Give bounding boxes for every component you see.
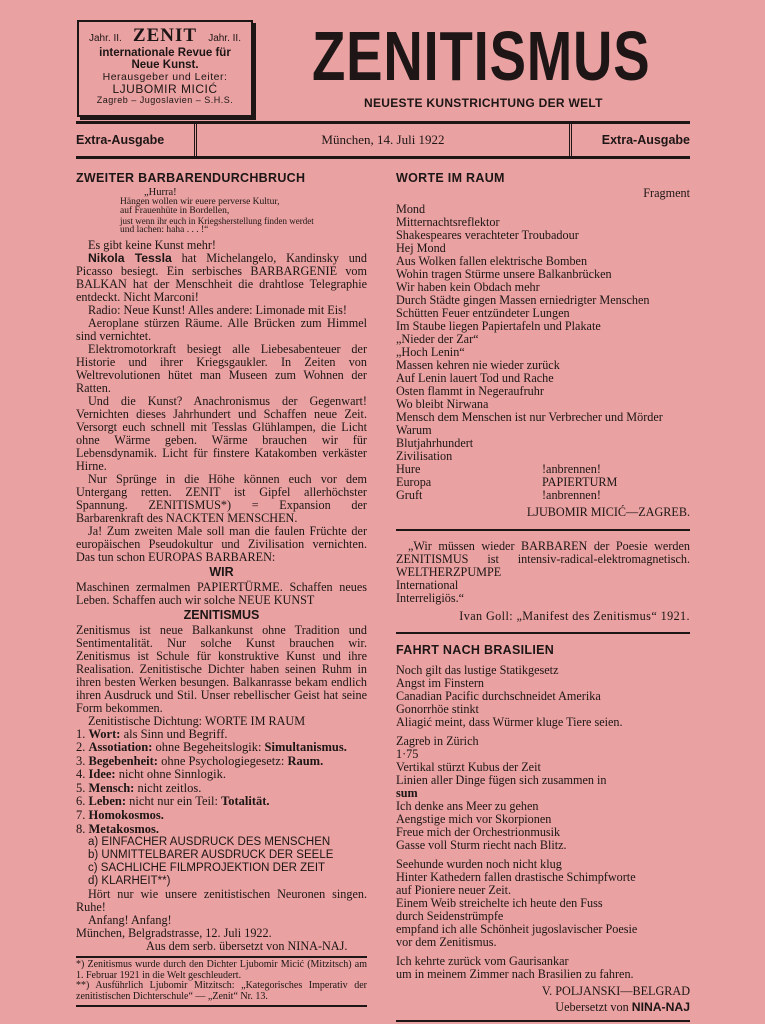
poem-line: durch Seidenstrümpfe	[396, 909, 504, 923]
place-date: München, Belgradstrasse, 12. Juli 1922.	[76, 926, 272, 941]
pair-b: !anbrennen!	[542, 488, 601, 502]
date: München, 14. Juli 1922	[197, 124, 572, 156]
footnote-rule	[76, 956, 367, 958]
pair-a: Europa	[396, 475, 432, 489]
poem-line: Osten flammt in Negeraufruhr	[396, 384, 544, 398]
list-num: 2.	[76, 740, 86, 755]
list-num: 1.	[76, 726, 86, 741]
fragment-label: Fragment	[643, 186, 690, 200]
list-num: 3.	[76, 753, 86, 768]
signature-2: V. POLJANSKI—BELGRAD	[541, 984, 690, 998]
list-value: ohne Begeheitslogik:	[152, 740, 265, 755]
right-column	[396, 172, 690, 1022]
wir-heading: WIR	[209, 564, 234, 579]
sub-item: c) SACHLICHE FILMPROJEKTION DER ZEIT	[88, 862, 326, 875]
poem-line: Hej Mond	[396, 241, 446, 255]
quote-line: International	[396, 578, 459, 592]
poem-line: Noch gilt das lustige Statikgesetz	[396, 663, 559, 677]
poem-line: Hinter Kathedern fallen drastische Schimpfworte	[396, 870, 636, 884]
poem-line: Wir haben kein Obdach mehr	[396, 280, 540, 294]
extra-left: Extra-Ausgabe	[76, 124, 197, 156]
poem-line: „Hoch Lenin“	[396, 345, 465, 359]
translator-prefix: Uebersetzt von	[555, 1000, 632, 1014]
section-rule	[396, 529, 690, 531]
poem-line: Im Staube liegen Papiertafeln und Plakate	[396, 319, 601, 333]
revue-line-2: Neue Kunst.	[131, 59, 199, 71]
list-value: ohne Psychologiegesetz:	[157, 753, 288, 768]
poem-1	[396, 203, 690, 519]
poem-line: Mond	[396, 202, 426, 216]
poem-line: Schütten Feuer entzündeter Lungen	[396, 306, 570, 320]
list-key: Homokosmos.	[88, 808, 164, 823]
signature-1: LJUBOMIR MICIĆ—ZAGREB.	[526, 505, 690, 519]
poem-line: Mitternachtsreflektor	[396, 215, 500, 229]
paragraph: Zenitistische Dichtung: WORTE IM RAUM	[88, 713, 306, 728]
poem-line: Warum	[396, 423, 432, 437]
list-item	[76, 795, 367, 809]
translator-note: Aus dem serb. übersetzt von NINA-NAJ.	[146, 939, 348, 954]
poem-line: Ich denke ans Meer zu gehen	[396, 799, 539, 813]
sub-item: b) UNMITTELBARER AUSDRUCK DER SEELE	[88, 849, 334, 862]
list-item	[76, 741, 367, 755]
list-key: Idee:	[88, 767, 116, 782]
list-num: 4.	[76, 767, 86, 782]
poem-line: Seehunde wurden noch nicht klug	[396, 857, 562, 871]
left-heading: ZWEITER BARBARENDURCHBRUCH	[76, 171, 306, 185]
poem-line: Mensch dem Menschen ist nur Verbrecher und Mörder	[396, 410, 663, 424]
column-end-rule	[396, 1020, 690, 1022]
paragraph: Hört nur wie unsere zenitistischen Neuronen singen. Ruhe!	[76, 887, 367, 915]
list-key: Assotiation:	[88, 740, 153, 755]
masthead-info-box	[77, 20, 253, 117]
motto-line: und lachen: haha . . . !“	[120, 225, 209, 235]
pair-b: !anbrennen!	[542, 462, 601, 476]
poem-line: Freue mich der Orchestrionmusik	[396, 825, 561, 839]
worte-heading: WORTE IM RAUM	[396, 171, 505, 185]
list-item	[76, 728, 367, 742]
list-num: 7.	[76, 808, 86, 823]
list-item	[76, 755, 367, 769]
paragraph: Elektromotorkraft besiegt alle Liebesabenteuer der Historie und ihrer Kriegsgaukler. In Zeiten von Weltrevolutionen hütet man Museen zum Wohnen der Ratten.	[76, 341, 367, 395]
motto-line: auf Frauenhüte in Bordellen,	[120, 206, 230, 216]
poem-line: „Nieder der Zar“	[396, 332, 479, 346]
list-num: 5.	[76, 780, 86, 795]
section-rule	[396, 632, 690, 634]
brasilien-heading: FAHRT NACH BRASILIEN	[396, 643, 555, 657]
footnote-1: *) Zenitismus wurde durch den Dichter Ljubomir Micić (Mitzitsch) am 1. Februar 1921 in die Welt geschleudert.	[76, 959, 367, 981]
poem-line: Auf Lenin lauert Tod und Rache	[396, 371, 554, 385]
list-value: nicht nur ein Teil:	[126, 794, 222, 809]
poem-line: vor dem Zenitismus.	[396, 935, 497, 949]
list-value: nicht zeitlos.	[134, 780, 202, 795]
paragraph: Radio: Neue Kunst! Alles andere: Limonade mit Eis!	[88, 302, 347, 317]
list-key: Mensch:	[88, 780, 135, 795]
motto-line: just wenn ihr euch in Kriegsherstellung finden werdet	[120, 215, 314, 226]
list-key: Leben:	[88, 794, 126, 809]
poem-line: Aus Wolken fallen elektrische Bomben	[396, 254, 588, 268]
tessla-name: Nikola Tessla	[88, 250, 172, 265]
poem-2	[396, 664, 690, 1014]
list-key-2: Simultanismus.	[264, 740, 347, 755]
masthead-title: ZENITISMUS	[312, 17, 651, 95]
translator-name: NINA-NAJ	[631, 1000, 690, 1014]
revue-line-1: internationale Revue für	[99, 47, 231, 59]
ort-line: Zagreb – Jugoslavien – S.H.S.	[96, 95, 234, 105]
column-end-rule	[76, 1005, 367, 1007]
paragraph: Maschinen zermalmen PAPIERTÜRME. Schaffen neues Leben. Schaffen auch wir solche NEUE KUNST	[76, 579, 367, 607]
poem-line: Aliagić meint, dass Würmer kluge Tiere seien.	[396, 715, 623, 729]
poem-line: Vertikal stürzt Kubus der Zeit	[396, 760, 541, 774]
list-value: als Sinn und Begriff.	[120, 726, 228, 741]
motto	[120, 188, 350, 236]
quote-source: Ivan Goll: „Manifest des Zenitismus“ 1921.	[459, 609, 690, 623]
list-key: Begebenheit:	[88, 753, 158, 768]
sub-list	[88, 836, 367, 888]
poem-line: Zagreb in Zürich	[396, 734, 479, 748]
poem-line: Zivilisation	[396, 449, 453, 463]
masthead-subtitle: NEUESTE KUNSTRICHTUNG DER WELT	[364, 96, 603, 110]
list-item	[76, 823, 367, 837]
paragraph: Es gibt keine Kunst mehr!	[88, 237, 216, 252]
poem-line: Durch Städte gingen Massen erniedrigter Menschen	[396, 293, 650, 307]
poem-line: Massen kehren nie wieder zurück	[396, 358, 560, 372]
sub-item: d) KLARHEIT**)	[88, 875, 171, 888]
quote-line: Interreligiös.“	[396, 591, 465, 605]
list-key: Metakosmos.	[88, 821, 159, 836]
poem-line: um in meinem Zimmer nach Brasilien zu fahren.	[396, 967, 634, 981]
poem-line: empfand ich alle Schönheit jugoslavischer Poesie	[396, 922, 638, 936]
footnote-2: **) Ausführlich Ljubomir Mitzitsch: „Kategorisches Imperativ der zenitistischen Dichterschule“ — „Zenit“ Nr. 13.	[76, 980, 367, 1002]
paragraph: Zenitismus ist neue Balkankunst ohne Tradition und Sentimentalität. Nur solche Kunst brauchen wir. Zenitismus ist Schule für konstruktive Kunst und ihre Realisation. Zenitistische Dichter haben seinen Ruhm in ihren besten Werken besungen. Balkanrasse bekam endlich ihren Ausdruck und Stil. Unser rebellischer Geist hat seine Form bekommen.	[76, 622, 367, 715]
paragraph: Aeroplane stürzen Räume. Alle Brücken zum Himmel sind vernichtet.	[76, 315, 367, 343]
goll-quote	[396, 540, 690, 623]
translator-line	[396, 1001, 690, 1014]
poem-line: Einem Weib streichelte ich heute den Fuss	[396, 896, 603, 910]
masthead-jahr-line	[79, 25, 251, 47]
list-value: nicht ohne Sinnlogik.	[115, 767, 226, 782]
poem-pair	[396, 489, 690, 502]
poem-line: Wohin tragen Stürme unsere Balkanbrücken	[396, 267, 612, 281]
motto-line: „Hurra!	[144, 187, 177, 198]
poem-line: Wo bleibt Nirwana	[396, 397, 489, 411]
list-num: 6.	[76, 794, 86, 809]
poem-line: Angst im Finstern	[396, 676, 485, 690]
pair-b: PAPIERTURM	[542, 475, 618, 489]
poem-line: Canadian Pacific durchschneidet Amerika	[396, 689, 601, 703]
poem-line: Shakespeares verachteter Troubadour	[396, 228, 579, 242]
zenitismus-heading: ZENITISMUS	[183, 607, 260, 622]
principles-list	[76, 728, 367, 837]
poem-line: Aengstige mich vor Skorpionen	[396, 812, 552, 826]
paragraph-text: hat Michelangelo, Kandinsky und Picasso besiegt. Ein serbisches BARBARGENIE vom BALKAN hat der Menschheit die drahtlose Telegraphie entdeckt. Nicht Marconi!	[76, 250, 367, 304]
poem-line: Ich kehrte zurück vom Gaurisankar	[396, 954, 569, 968]
list-key-2: Totalität.	[221, 794, 270, 809]
paragraph: Anfang! Anfang!	[88, 913, 172, 928]
list-item	[76, 768, 367, 782]
herausgeber-label: Herausgeber und Leiter:	[102, 71, 228, 83]
paragraph: Und die Kunst? Anachronismus der Gegenwart! Vernichten dieses Jahrhundert und Schaffen neue Zeit. Versorgt euch schnell mit Tesslas Glühlampen, die Licht ohne Wärme geben. Wärme brauchen wir für Lebensdynamik. Licht für finstere Katakomben verkäster Hirne.	[76, 393, 367, 473]
zenit-label: ZENIT	[132, 25, 198, 46]
quote-text: „Wir müssen wieder BARBAREN der Poesie werden ZENITISMUS ist intensiv-radical-elektromagnetisch. WELTHERZPUMPE	[396, 539, 690, 579]
leiter-name: LJUBOMIR MICIĆ	[112, 82, 218, 96]
sub-item: a) EINFACHER AUSDRUCK DES MENSCHEN	[88, 836, 331, 849]
poem-line: Gasse voll Sturm riecht nach Blitz.	[396, 838, 567, 852]
pair-a: Gruft	[396, 488, 423, 502]
poem-line: 1·75	[396, 747, 419, 761]
poem-line: Blutjahrhundert	[396, 436, 474, 450]
poem-line: Gonorrhöe stinkt	[396, 702, 479, 716]
paragraph: Nur Sprünge in die Höhe können euch vor dem Untergang retten. ZENIT ist Gipfel allerhöchster Spannung. ZENITISMUS*) = Expansion der Barbarenkraft des NACKTEN MENSCHEN.	[76, 471, 367, 525]
poem-line: Linien aller Dinge fügen sich zusammen in	[396, 773, 607, 787]
poem-line: auf Pioniere neuer Zeit.	[396, 883, 512, 897]
motto-line: Hängen wollen wir euere perverse Kultur,	[120, 196, 280, 207]
paragraph: Ja! Zum zweiten Male soll man die faulen Früchte der europäischen Pseudokultur und Zivilisation vernichten. Das tun schon EUROPAS BARBAREN:	[76, 523, 367, 564]
list-key-2: Raum.	[287, 753, 324, 768]
extra-right: Extra-Ausgabe	[601, 133, 690, 147]
jahr-left: Jahr. II.	[89, 33, 122, 44]
list-item	[76, 809, 367, 823]
jahr-right: Jahr. II.	[208, 33, 241, 44]
left-column	[76, 172, 367, 1007]
dateline	[76, 121, 690, 159]
poem-line-sum: sum	[396, 786, 418, 800]
list-item	[76, 782, 367, 796]
pair-a: Hure	[396, 462, 421, 476]
list-num: 8.	[76, 821, 86, 836]
paragraph	[76, 252, 367, 304]
list-key: Wort:	[88, 726, 121, 741]
